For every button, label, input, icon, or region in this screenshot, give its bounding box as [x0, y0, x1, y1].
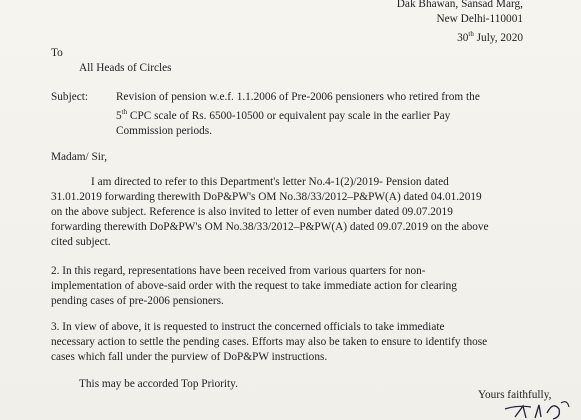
date-suffix: th: [468, 30, 474, 38]
subject-cpc-suffix: th: [121, 108, 128, 116]
closing-note: This may be accorded Top Priority.: [79, 378, 238, 390]
paragraph-3: [51, 320, 548, 365]
paragraph-2-line: pending cases of pre-2006 pensioners.: [51, 295, 224, 307]
subject-label: Subject:: [51, 91, 89, 103]
date-day: 30: [457, 31, 469, 44]
paragraph-1-line: cited subject.: [51, 236, 111, 248]
paragraph-2-line: 2. In this regard, representations have been received from various quarters for non-: [51, 265, 426, 277]
address-line-1: Dak Bhawan, Sansad Marg,: [396, 0, 523, 10]
sign-off: Yours faithfully,: [478, 389, 552, 401]
paragraph-1-line: I am directed to refer to this Department's letter No.4-1(2)/2019- Pension dated: [91, 176, 449, 188]
paragraph-1-line: 31.01.2019 forwarding therewith DoP&PW's OM No.38/33/2012–P&PW(A) dated 04.01.2019: [51, 191, 482, 203]
paragraph-1: [51, 175, 548, 250]
letter-date: [457, 27, 523, 46]
date-rest: July, 2020: [473, 31, 523, 44]
to-label: To: [51, 47, 63, 59]
salutation: Madam/ Sir,: [51, 151, 108, 163]
recipient: All Heads of Circles: [79, 62, 172, 74]
subject-cpc-number: 5: [116, 109, 122, 122]
signature-icon: [495, 393, 575, 420]
paragraph-1-line: forwarding therewith DoP&PW's OM No.38/33/2012–P&PW(A) dated 09.07.2019 on the above: [51, 221, 489, 233]
subject-line-2-rest: CPC scale of Rs. 6500-10500 or equivalent pay scale in the earlier Pay: [127, 109, 451, 122]
subject-text: [116, 90, 546, 139]
paragraph-2-line: implementation of above-said order with the request to take immediate action for clearing: [51, 280, 457, 292]
paragraph-3-line: necessary action to settle the pending cases. Efforts may also be taken to ensure to identify those: [51, 336, 488, 348]
subject-line-2: [116, 105, 546, 124]
paragraph-3-line: 3. In view of above, it is requested to instruct the concerned officials to take immediate: [51, 321, 445, 333]
paragraph-2: [51, 264, 548, 309]
paragraph-1-line: on the above subject. Reference is also invited to letter of even number dated 09.07.2019: [51, 206, 453, 218]
address-line-2: New Delhi-110001: [436, 13, 523, 25]
subject-line-1: Revision of pension w.e.f. 1.1.2006 of Pre-2006 pensioners who retired from the: [116, 91, 480, 103]
paragraph-3-line: cases which fall under the purview of DoP&PW instructions.: [51, 351, 328, 363]
subject-line-3: Commission periods.: [116, 124, 213, 137]
